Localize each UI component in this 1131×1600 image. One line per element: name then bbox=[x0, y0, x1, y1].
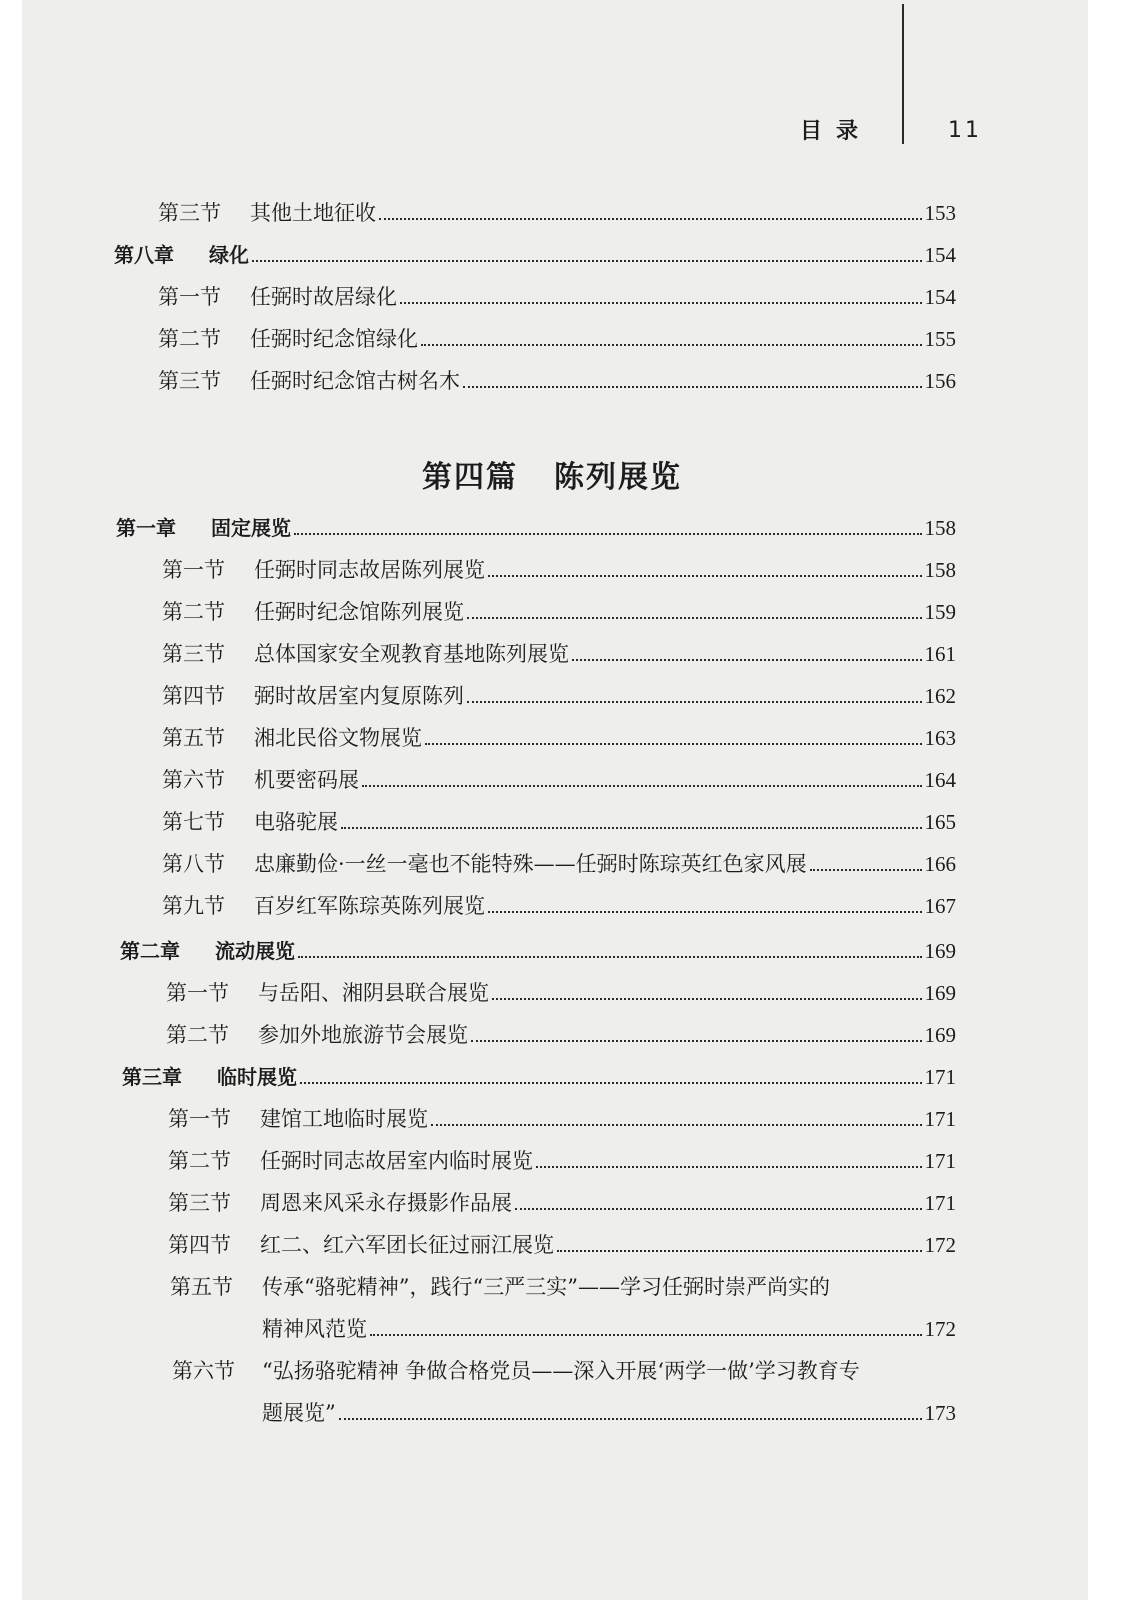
section-title: 总体国家安全观教育基地陈列展览 bbox=[254, 642, 569, 666]
page-ref: 153 bbox=[924, 201, 956, 225]
section-label: 第三节 bbox=[158, 201, 221, 225]
toc-section-row[interactable] bbox=[162, 893, 956, 919]
toc-section-row[interactable] bbox=[162, 641, 956, 667]
page-ref: 171 bbox=[924, 1149, 956, 1173]
dot-leader bbox=[488, 575, 922, 577]
section-label: 第一节 bbox=[158, 285, 221, 309]
section-title: 任弼时同志故居陈列展览 bbox=[254, 558, 485, 582]
toc-section-row[interactable] bbox=[162, 725, 956, 751]
toc-multiline-row[interactable] bbox=[262, 1316, 956, 1342]
toc-section-row[interactable] bbox=[162, 767, 956, 793]
dot-leader bbox=[467, 701, 922, 703]
page-ref: 154 bbox=[924, 243, 956, 267]
dot-leader bbox=[362, 785, 922, 787]
page-ref: 158 bbox=[924, 558, 956, 582]
section-label: 第三节 bbox=[162, 642, 225, 666]
section-label: 第五节 bbox=[170, 1275, 233, 1299]
section-title: 周恩来风采永存摄影作品展 bbox=[260, 1191, 512, 1215]
dot-leader bbox=[492, 998, 922, 1000]
chapter-label: 第一章 bbox=[116, 516, 176, 540]
page-ref: 159 bbox=[924, 600, 956, 624]
section-title: 电骆驼展 bbox=[254, 810, 338, 834]
part-heading bbox=[422, 452, 682, 496]
dot-leader bbox=[294, 533, 922, 535]
section-title: 任弼时纪念馆绿化 bbox=[250, 327, 418, 351]
part-label: 第四篇 bbox=[422, 460, 518, 495]
section-title: 机要密码展 bbox=[254, 768, 359, 792]
section-label: 第三节 bbox=[168, 1191, 231, 1215]
toc-section-row[interactable] bbox=[162, 809, 956, 835]
dot-leader bbox=[515, 1208, 922, 1210]
header-page-number: 11 bbox=[948, 118, 982, 143]
section-title-line-2: 精神风范览 bbox=[262, 1317, 367, 1341]
toc-section-row[interactable] bbox=[162, 599, 956, 625]
page-ref: 169 bbox=[924, 981, 956, 1005]
toc-section-row[interactable] bbox=[162, 557, 956, 583]
dot-leader bbox=[557, 1250, 922, 1252]
page-ref: 165 bbox=[924, 810, 956, 834]
section-title-line-1: “弘扬骆驼精神 争做合格党员——深入开展‘两学一做’学习教育专 bbox=[262, 1359, 860, 1383]
chapter-title: 流动展览 bbox=[215, 939, 295, 963]
page-ref: 173 bbox=[924, 1401, 956, 1425]
page-ref: 171 bbox=[924, 1065, 956, 1089]
toc-section-row[interactable] bbox=[162, 683, 956, 709]
chapter-title: 绿化 bbox=[209, 243, 249, 267]
chapter-label: 第二章 bbox=[120, 939, 180, 963]
page-ref: 167 bbox=[924, 894, 956, 918]
toc-chapter-row[interactable] bbox=[114, 242, 956, 268]
section-label: 第六节 bbox=[172, 1359, 235, 1383]
dot-leader bbox=[463, 386, 922, 388]
section-label: 第一节 bbox=[168, 1107, 231, 1131]
dot-leader bbox=[339, 1418, 922, 1420]
section-title: 任弼时纪念馆古树名木 bbox=[250, 369, 460, 393]
chapter-title: 临时展览 bbox=[217, 1065, 297, 1089]
section-title: 弼时故居室内复原陈列 bbox=[254, 684, 464, 708]
dot-leader bbox=[300, 1082, 922, 1084]
page-ref: 172 bbox=[924, 1317, 956, 1341]
dot-leader bbox=[379, 218, 922, 220]
section-title: 与岳阳、湘阴县联合展览 bbox=[258, 981, 489, 1005]
section-label: 第一节 bbox=[162, 558, 225, 582]
dot-leader bbox=[471, 1040, 922, 1042]
toc-chapter-row[interactable] bbox=[122, 1064, 956, 1090]
dot-leader bbox=[370, 1334, 922, 1336]
section-title: 任弼时故居绿化 bbox=[250, 285, 397, 309]
header-title: 目录 bbox=[800, 119, 873, 144]
section-label: 第二节 bbox=[162, 600, 225, 624]
section-label: 第四节 bbox=[162, 684, 225, 708]
section-title-line-1: 传承“骆驼精神”，践行“三严三实”——学习任弼时崇严尚实的 bbox=[262, 1275, 830, 1299]
page-ref: 164 bbox=[924, 768, 956, 792]
toc-section-row[interactable] bbox=[168, 1148, 956, 1174]
page-ref: 166 bbox=[924, 852, 956, 876]
page-ref: 156 bbox=[924, 369, 956, 393]
section-label: 第五节 bbox=[162, 726, 225, 750]
toc-section-row[interactable] bbox=[158, 368, 956, 394]
toc-section-row[interactable] bbox=[158, 200, 956, 226]
section-title-line-2: 题展览” bbox=[262, 1401, 336, 1425]
dot-leader bbox=[431, 1124, 922, 1126]
toc-section-row[interactable] bbox=[168, 1190, 956, 1216]
toc-section-row[interactable] bbox=[168, 1232, 956, 1258]
page-ref: 158 bbox=[924, 516, 956, 540]
dot-leader bbox=[341, 827, 922, 829]
toc-section-row[interactable] bbox=[158, 326, 956, 352]
dot-leader bbox=[488, 911, 922, 913]
section-label: 第八节 bbox=[162, 852, 225, 876]
page-ref: 171 bbox=[924, 1191, 956, 1215]
section-label: 第九节 bbox=[162, 894, 225, 918]
chapter-label: 第八章 bbox=[114, 243, 174, 267]
section-label: 第七节 bbox=[162, 810, 225, 834]
section-title: 建馆工地临时展览 bbox=[260, 1107, 428, 1131]
section-title: 百岁红军陈琮英陈列展览 bbox=[254, 894, 485, 918]
section-label: 第四节 bbox=[168, 1233, 231, 1257]
section-title: 其他土地征收 bbox=[250, 201, 376, 225]
page-ref: 169 bbox=[924, 939, 956, 963]
section-title: 红二、红六军团长征过丽江展览 bbox=[260, 1233, 554, 1257]
section-label: 第一节 bbox=[166, 981, 229, 1005]
toc-multiline-row[interactable] bbox=[262, 1400, 956, 1426]
dot-leader bbox=[298, 956, 922, 958]
section-label: 第六节 bbox=[162, 768, 225, 792]
section-label: 第三节 bbox=[158, 369, 221, 393]
toc-chapter-row[interactable] bbox=[120, 938, 956, 964]
dot-leader bbox=[467, 617, 922, 619]
chapter-title: 固定展览 bbox=[211, 516, 291, 540]
page-ref: 154 bbox=[924, 285, 956, 309]
dot-leader bbox=[421, 344, 922, 346]
page-ref: 172 bbox=[924, 1233, 956, 1257]
page-ref: 155 bbox=[924, 327, 956, 351]
page-ref: 169 bbox=[924, 1023, 956, 1047]
header-rule bbox=[902, 4, 904, 144]
section-label: 第二节 bbox=[166, 1023, 229, 1047]
page-ref: 171 bbox=[924, 1107, 956, 1131]
section-title: 任弼时同志故居室内临时展览 bbox=[260, 1149, 533, 1173]
page-ref: 162 bbox=[924, 684, 956, 708]
dot-leader bbox=[400, 302, 922, 304]
toc-chapter-row[interactable] bbox=[116, 515, 956, 541]
toc-section-row[interactable] bbox=[158, 284, 956, 310]
section-title: 湘北民俗文物展览 bbox=[254, 726, 422, 750]
dot-leader bbox=[810, 869, 922, 871]
section-label: 第二节 bbox=[168, 1149, 231, 1173]
part-title: 陈列展览 bbox=[554, 460, 682, 495]
dot-leader bbox=[536, 1166, 922, 1168]
section-title: 参加外地旅游节会展览 bbox=[258, 1023, 468, 1047]
page-ref: 163 bbox=[924, 726, 956, 750]
section-title: 任弼时纪念馆陈列展览 bbox=[254, 600, 464, 624]
page-ref: 161 bbox=[924, 642, 956, 666]
section-title: 忠廉勤俭·一丝一毫也不能特殊——任弼时陈琮英红色家风展 bbox=[254, 852, 807, 876]
dot-leader bbox=[572, 659, 922, 661]
toc-section-row[interactable] bbox=[162, 851, 956, 877]
dot-leader bbox=[425, 743, 922, 745]
section-label: 第二节 bbox=[158, 327, 221, 351]
dot-leader bbox=[252, 260, 922, 262]
chapter-label: 第三章 bbox=[122, 1065, 182, 1089]
toc-section-row[interactable] bbox=[166, 980, 956, 1006]
toc-section-row[interactable] bbox=[168, 1106, 956, 1132]
book-page bbox=[22, 0, 1088, 1600]
toc-section-row[interactable] bbox=[166, 1022, 956, 1048]
